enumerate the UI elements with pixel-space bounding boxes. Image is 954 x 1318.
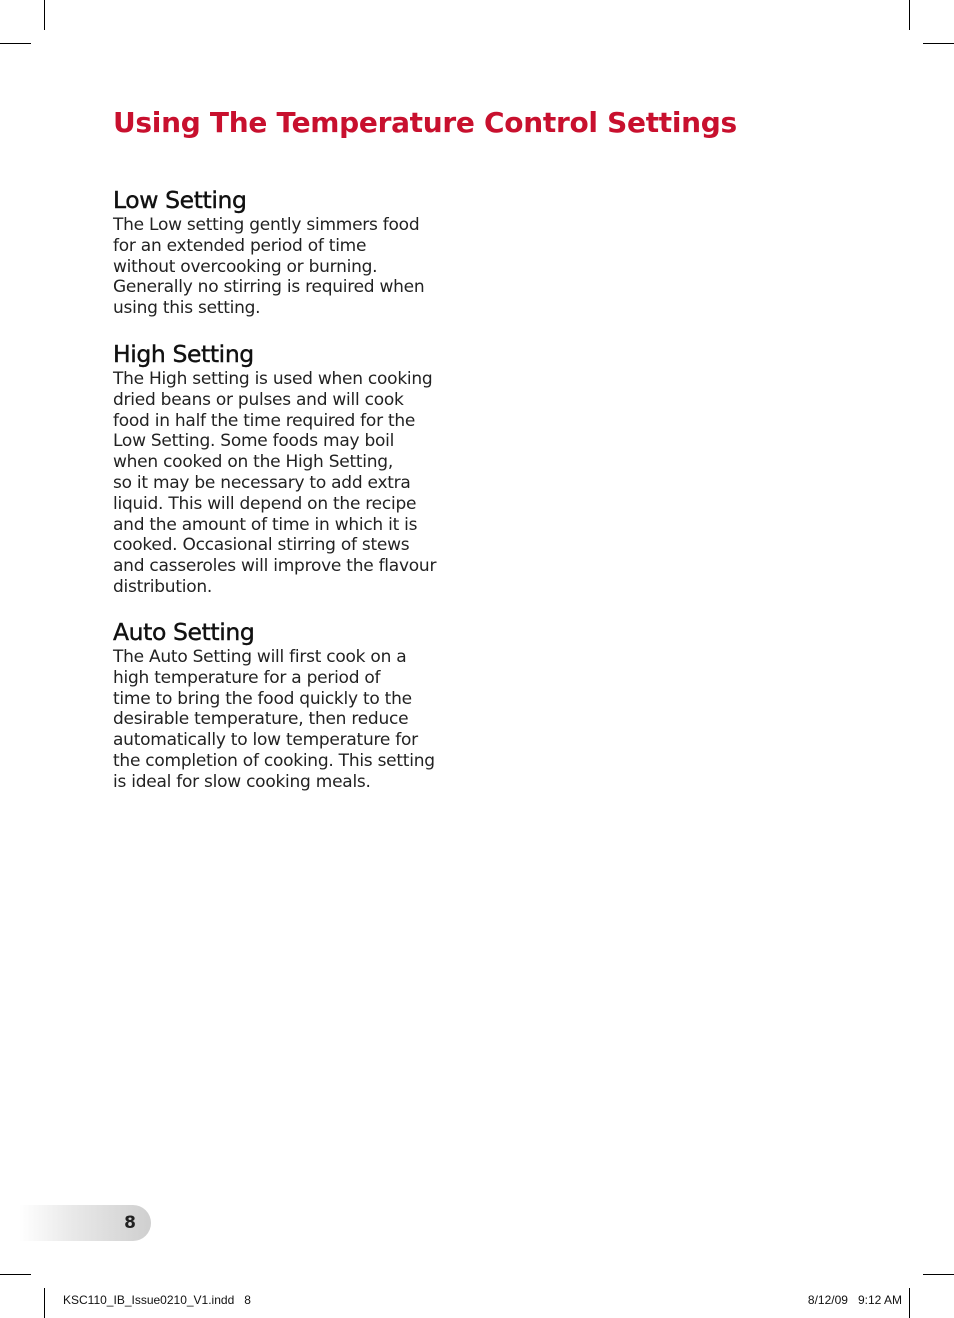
body-line: so it may be necessary to add extra — [113, 472, 411, 493]
body-line: cooked. Occasional stirring of stews — [113, 535, 410, 556]
body-line: time to bring the food quickly to the — [113, 688, 412, 709]
page-number: 8 — [124, 1213, 136, 1233]
section-body — [113, 215, 473, 319]
crop-mark-bottom-left-vertical — [44, 1288, 45, 1318]
body-line: is ideal for slow cooking meals. — [113, 771, 371, 792]
body-line: Low Setting. Some foods may boil — [113, 431, 395, 452]
body-line: distribution. — [113, 576, 213, 597]
crop-mark-bottom-right-vertical — [909, 1288, 910, 1318]
body-line: The Auto Setting will first cook on a — [113, 647, 407, 667]
crop-mark-bottom-left-horizontal — [0, 1274, 31, 1275]
body-line: without overcooking or burning. — [113, 256, 378, 277]
body-line: high temperature for a period of — [113, 667, 381, 688]
body-line: Generally no stirring is required when — [113, 277, 425, 298]
section-heading: Low Setting — [113, 186, 247, 214]
footer-timestamp: 8/12/09 9:12 AM — [807, 1293, 902, 1307]
section-body — [113, 369, 473, 598]
body-line: automatically to low temperature for — [113, 730, 418, 751]
body-line: food in half the time required for the — [113, 410, 416, 431]
section-body — [113, 647, 473, 793]
body-line: desirable temperature, then reduce — [113, 709, 409, 730]
body-line: and the amount of time in which it is — [113, 514, 418, 535]
body-line: and casseroles will improve the flavour — [113, 556, 437, 577]
page-number-tab — [19, 1205, 151, 1241]
body-line: using this setting. — [113, 298, 261, 319]
footer-file-slug: KSC110_IB_Issue0210_V1.indd 8 — [63, 1293, 251, 1307]
body-line: The High setting is used when cooking — [113, 369, 433, 389]
body-line: for an extended period of time — [113, 235, 367, 256]
body-line: when cooked on the High Setting, — [113, 452, 393, 473]
crop-mark-top-right-vertical — [909, 0, 910, 30]
crop-mark-top-right-horizontal — [923, 43, 954, 44]
body-line: dried beans or pulses and will cook — [113, 389, 404, 410]
page-title: Using The Temperature Control Settings — [113, 106, 737, 139]
body-line: The Low setting gently simmers food — [113, 215, 420, 235]
body-line: liquid. This will depend on the recipe — [113, 493, 417, 514]
crop-mark-top-left-horizontal — [0, 43, 31, 44]
body-line: the completion of cooking. This setting — [113, 750, 435, 771]
section-heading: High Setting — [113, 340, 254, 368]
section-high-setting — [113, 340, 473, 598]
crop-mark-top-left-vertical — [44, 0, 45, 30]
section-low-setting — [113, 186, 473, 319]
crop-mark-bottom-right-horizontal — [923, 1274, 954, 1275]
section-heading: Auto Setting — [113, 618, 255, 646]
section-auto-setting — [113, 618, 473, 793]
